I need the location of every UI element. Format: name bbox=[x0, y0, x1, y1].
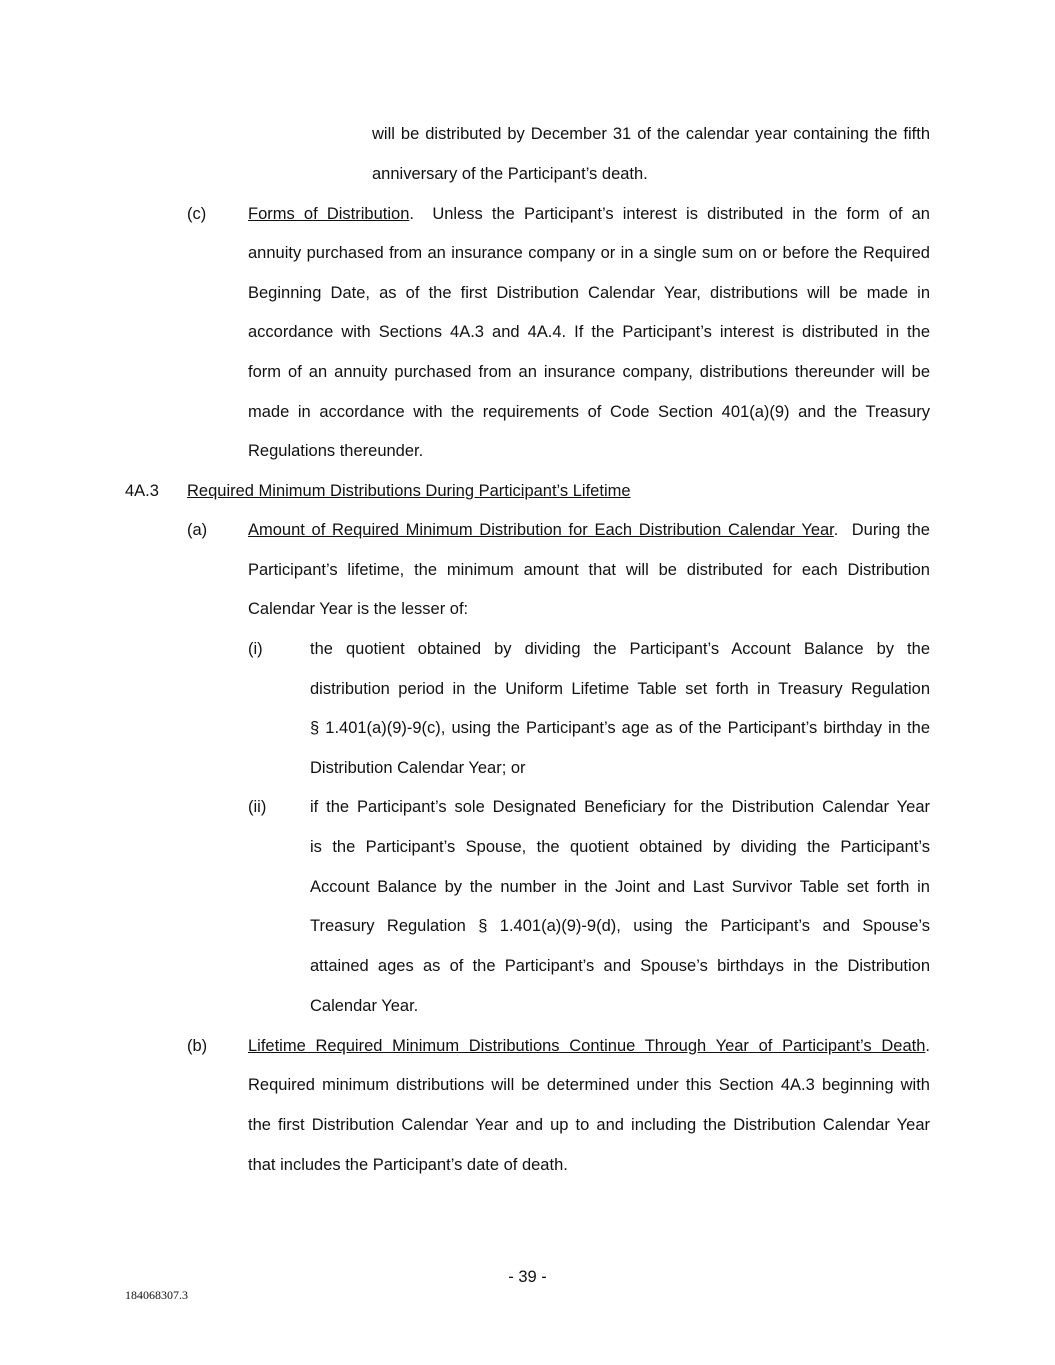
item-c-label: (c) bbox=[187, 205, 207, 223]
item-i-label: (i) bbox=[248, 640, 263, 658]
item-b-label: (b) bbox=[187, 1037, 208, 1055]
item-ii-line-5: attained ages as of the Participant’s and Spouse’s birthdays in the Distribution bbox=[310, 957, 930, 975]
item-ii-line-4: Treasury Regulation § 1.401(a)(9)-9(d), using the Participant’s and Spouse’s bbox=[310, 917, 930, 935]
item-a-line-1 bbox=[248, 520, 930, 540]
item-b-heading-end: . bbox=[925, 1037, 930, 1055]
item-a-heading: Amount of Required Minimum Distribution for Each Distribution Calendar Year bbox=[248, 521, 834, 539]
item-a-label: (a) bbox=[187, 521, 208, 539]
item-ii-line-1: if the Participant’s sole Designated Beneficiary for the Distribution Calendar Year bbox=[310, 798, 930, 816]
item-a-line-1-rest: During the bbox=[851, 521, 930, 539]
section-title: Required Minimum Distributions During Participant’s Lifetime bbox=[187, 482, 631, 500]
item-b-line-3: the first Distribution Calendar Year and up to and including the Distribution Calendar Year bbox=[248, 1116, 930, 1134]
item-i-line-2: distribution period in the Uniform Lifetime Table set forth in Treasury Regulation bbox=[310, 680, 930, 698]
item-i-line-4: Distribution Calendar Year; or bbox=[310, 759, 526, 777]
item-i-line-1: the quotient obtained by dividing the Participant’s Account Balance by the bbox=[310, 640, 930, 658]
item-c-line-7: Regulations thereunder. bbox=[248, 442, 424, 460]
item-c-line-1 bbox=[248, 204, 930, 224]
item-ii-label: (ii) bbox=[248, 798, 267, 816]
item-ii-line-3: Account Balance by the number in the Joint and Last Survivor Table set forth in bbox=[310, 878, 930, 896]
item-a-heading-end: . bbox=[833, 521, 839, 539]
item-c-line-6: made in accordance with the requirements of Code Section 401(a)(9) and the Treasury bbox=[248, 403, 930, 421]
item-b-line-2: Required minimum distributions will be determined under this Section 4A.3 beginning with bbox=[248, 1076, 930, 1094]
item-c-line-3: Beginning Date, as of the first Distribution Calendar Year, distributions will be made in bbox=[248, 284, 930, 302]
item-c-heading-end: . bbox=[409, 205, 414, 223]
item-ii-line-2: is the Participant’s Spouse, the quotient obtained by dividing the Participant’s bbox=[310, 838, 930, 856]
item-c-heading: Forms of Distribution bbox=[248, 205, 410, 223]
document-id: 184068307.3 bbox=[125, 1288, 188, 1302]
continuation-line-2: anniversary of the Participant’s death. bbox=[372, 165, 648, 183]
item-c-line-5: form of an annuity purchased from an insurance company, distributions thereunder will be bbox=[248, 363, 930, 381]
item-c-line-2: annuity purchased from an insurance company or in a single sum on or before the Required bbox=[248, 244, 930, 262]
item-b-heading: Lifetime Required Minimum Distributions Continue Through Year of Participant’s Death bbox=[248, 1037, 926, 1055]
item-a-line-3: Calendar Year is the lesser of: bbox=[248, 600, 469, 618]
section-number: 4A.3 bbox=[125, 482, 159, 500]
item-a-line-2: Participant’s lifetime, the minimum amount that will be distributed for each Distribution bbox=[248, 561, 930, 579]
continuation-line-1: will be distributed by December 31 of the calendar year containing the fifth bbox=[372, 125, 930, 143]
item-ii-line-6: Calendar Year. bbox=[310, 997, 419, 1015]
page-number: - 39 - bbox=[508, 1268, 547, 1286]
item-b-line-1 bbox=[248, 1036, 930, 1056]
item-b-line-4: that includes the Participant’s date of death. bbox=[248, 1156, 568, 1174]
item-c-line-4: accordance with Sections 4A.3 and 4A.4. If the Participant’s interest is distributed in the bbox=[248, 323, 930, 341]
item-i-line-3: § 1.401(a)(9)-9(c), using the Participant’s age as of the Participant’s birthday in the bbox=[310, 719, 930, 737]
item-c-line-1-rest: Unless the Participant’s interest is distributed in the form of an bbox=[432, 205, 930, 223]
